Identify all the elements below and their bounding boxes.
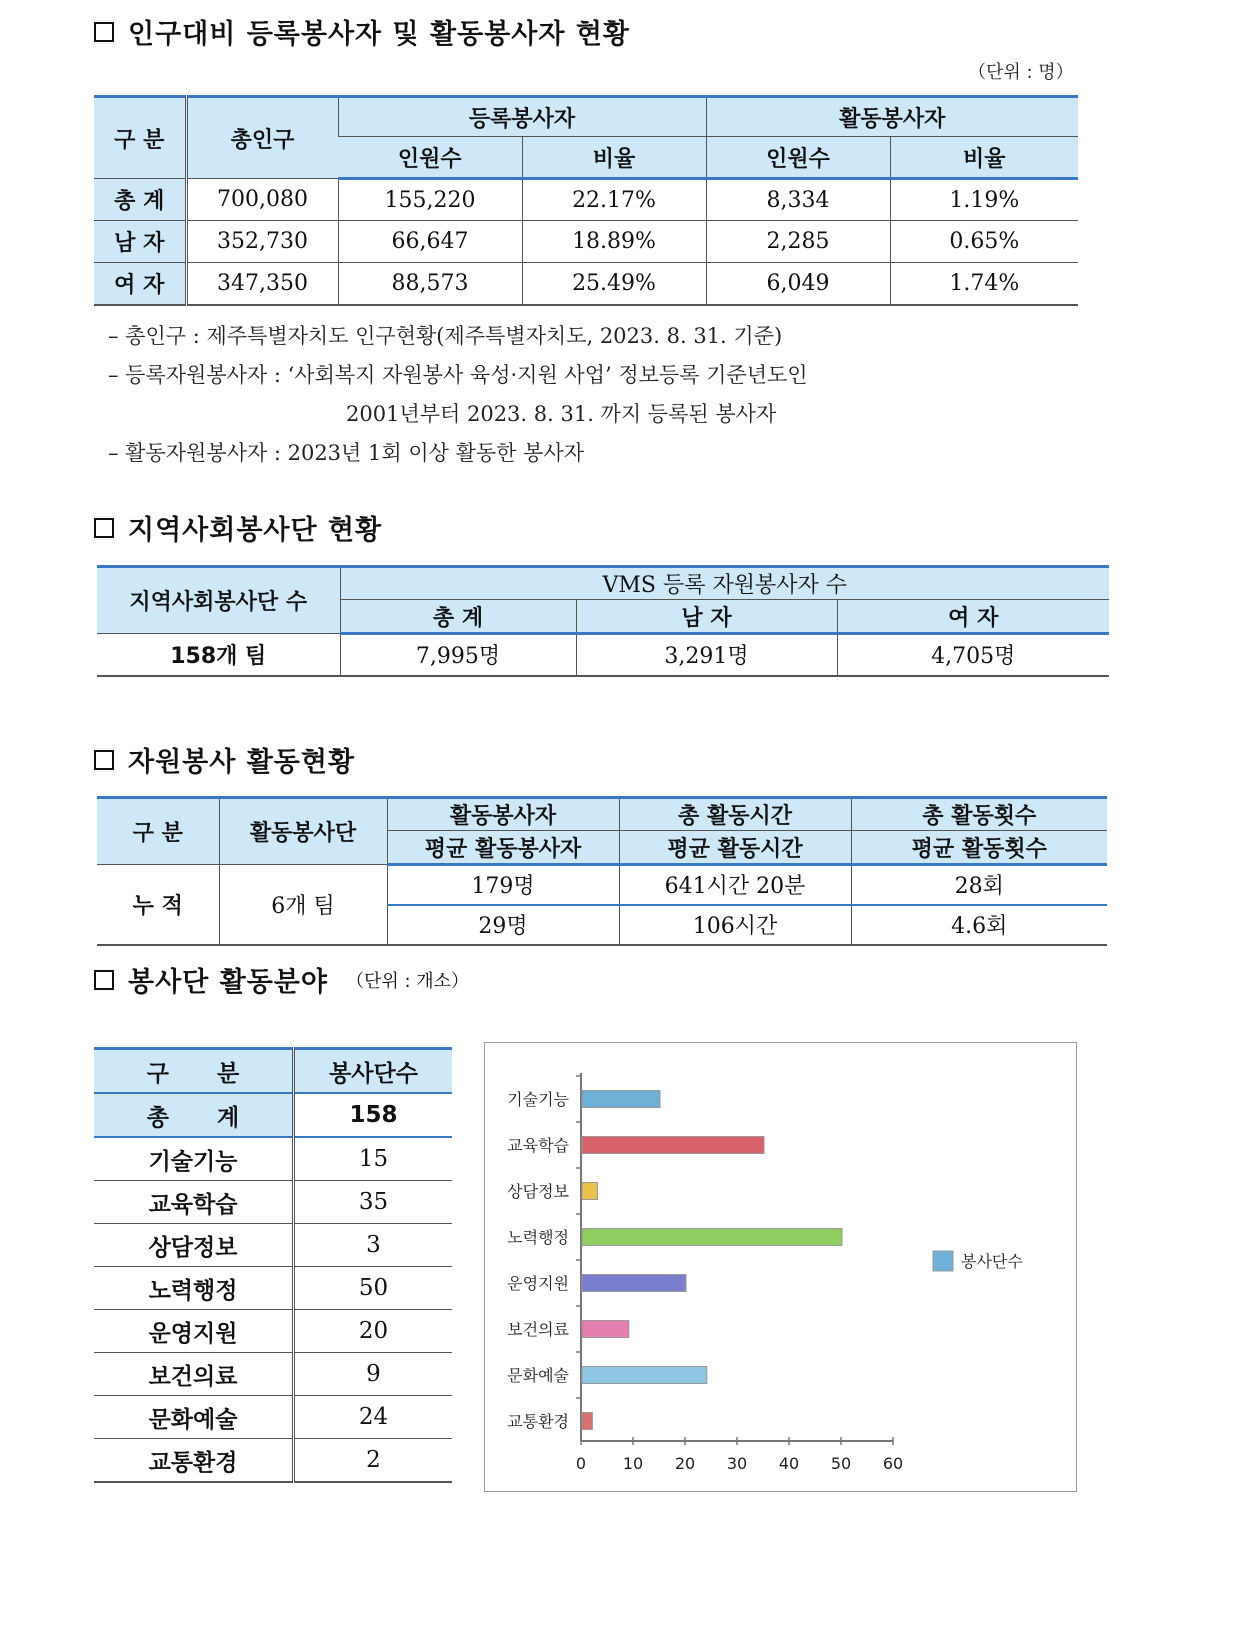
x-tick-label: 60 [882, 1454, 904, 1473]
category-label: 상담정보 [507, 1182, 569, 1201]
table-row [97, 634, 1109, 676]
footnote: – 총인구 : 제주특별자치도 인구현황(제주특별자치도, 2023. 8. 31. 기준) [108, 324, 783, 348]
section-title-text: 봉사단 활동분야 [128, 967, 328, 998]
cell-value: 24 [294, 1396, 453, 1439]
cell-male: 3,291명 [576, 634, 837, 676]
bar [582, 1137, 764, 1154]
row-label: 여 자 [94, 263, 186, 305]
cell-active-ratio: 0.65% [890, 221, 1078, 263]
cell-value: 9 [294, 1353, 453, 1396]
cell-hours: 641시간 20분 [619, 865, 851, 905]
x-tick-label: 10 [622, 1454, 644, 1473]
category-label: 문화예술 [507, 1366, 569, 1385]
cell-active-count: 8,334 [706, 179, 890, 221]
checkbox-icon [94, 22, 114, 42]
cell-female: 4,705명 [837, 634, 1109, 676]
table-row [94, 1353, 452, 1396]
header-hours: 총 활동시간 [619, 798, 851, 831]
table-row [94, 1267, 452, 1310]
bar [582, 1413, 592, 1430]
cell-total: 7,995명 [340, 634, 576, 676]
row-label: 누 적 [97, 865, 219, 945]
checkbox-icon [94, 518, 114, 538]
cell-value: 50 [294, 1267, 453, 1310]
header-avg-volunteers: 평균 활동봉사자 [387, 831, 619, 865]
cell-value: 15 [294, 1137, 453, 1181]
bar [582, 1183, 598, 1200]
header-avg-times: 평균 활동횟수 [851, 831, 1107, 865]
row-label-total: 총 계 [94, 1093, 294, 1137]
header-category: 구 분 [94, 1049, 294, 1094]
row-label: 문화예술 [94, 1396, 294, 1439]
header-groups: 활동봉사단 [219, 798, 387, 865]
activity-field-table [94, 1047, 452, 1483]
section-title-population [94, 12, 630, 51]
header-count: 봉사단수 [294, 1049, 453, 1094]
cell-active-count: 2,285 [706, 221, 890, 263]
x-tick-label: 50 [830, 1454, 852, 1473]
row-label: 운영지원 [94, 1310, 294, 1353]
table-row [94, 221, 1078, 263]
checkbox-icon [94, 750, 114, 770]
cell-registered-ratio: 25.49% [522, 263, 706, 305]
cell-registered-count: 66,647 [338, 221, 522, 263]
header-active: 활동봉사자 [706, 97, 1078, 137]
cell-value: 3 [294, 1224, 453, 1267]
header-category: 구 분 [97, 798, 219, 865]
cell-value: 2 [294, 1439, 453, 1483]
section-title-text: 지역사회봉사단 현황 [128, 515, 383, 546]
header-vms: VMS 등록 자원봉사자 수 [340, 567, 1109, 600]
unit-note: （단위 : 명） [968, 62, 1074, 83]
header-category: 구 분 [94, 97, 186, 179]
row-label: 교육학습 [94, 1181, 294, 1224]
footnote: 2001년부터 2023. 8. 31. 까지 등록된 봉사자 [346, 402, 777, 426]
category-label: 보건의료 [507, 1320, 569, 1339]
x-tick-label: 0 [575, 1454, 587, 1473]
cell-teams: 158개 팀 [97, 634, 340, 676]
category-label: 노력행정 [507, 1228, 569, 1247]
row-label: 남 자 [94, 221, 186, 263]
row-label: 노력행정 [94, 1267, 294, 1310]
bar [582, 1367, 707, 1384]
cell-avg-hours: 106시간 [619, 905, 851, 945]
bar-chart-svg [485, 1043, 1076, 1491]
cell-active-ratio: 1.19% [890, 179, 1078, 221]
row-label: 교통환경 [94, 1439, 294, 1483]
cell-registered-ratio: 18.89% [522, 221, 706, 263]
activity-status-table [97, 796, 1107, 946]
unit-note: （단위 : 개소） [345, 970, 470, 992]
cell-active-ratio: 1.74% [890, 263, 1078, 305]
table-row [94, 1439, 452, 1483]
table-row [94, 1224, 452, 1267]
header-active-ratio: 비율 [890, 137, 1078, 179]
cell-registered-ratio: 22.17% [522, 179, 706, 221]
category-label: 기술기능 [507, 1090, 569, 1109]
header-team-count: 지역사회봉사단 수 [97, 567, 340, 634]
header-registered: 등록봉사자 [338, 97, 706, 137]
table-row [94, 1310, 452, 1353]
table-row [94, 1181, 452, 1224]
bar-chart-frame [484, 1042, 1077, 1492]
section-title-community [94, 508, 382, 547]
legend-label: 봉사단수 [961, 1252, 1023, 1271]
header-times: 총 활동횟수 [851, 798, 1107, 831]
section-title-fields [94, 960, 469, 999]
x-tick-label: 20 [674, 1454, 696, 1473]
category-label: 운영지원 [507, 1274, 569, 1293]
category-label: 교통환경 [507, 1412, 569, 1431]
header-avg-hours: 평균 활동시간 [619, 831, 851, 865]
section-title-text: 인구대비 등록봉사자 및 활동봉사자 현황 [128, 19, 630, 50]
checkbox-icon [94, 970, 114, 990]
cell-active-count: 6,049 [706, 263, 890, 305]
cell-groups: 6개 팀 [219, 865, 387, 945]
row-label: 기술기능 [94, 1137, 294, 1181]
header-active-count: 인원수 [706, 137, 890, 179]
x-tick-label: 30 [726, 1454, 748, 1473]
population-volunteer-table [94, 95, 1078, 306]
legend-swatch [933, 1251, 953, 1271]
cell-population: 352,730 [186, 221, 338, 263]
bar [582, 1091, 660, 1108]
row-label: 보건의료 [94, 1353, 294, 1396]
header-total-population: 총인구 [186, 97, 338, 179]
cell-volunteers: 179명 [387, 865, 619, 905]
x-tick-label: 40 [778, 1454, 800, 1473]
cell-total: 158 [294, 1093, 453, 1137]
cell-times: 28회 [851, 865, 1107, 905]
header-total: 총 계 [340, 600, 576, 634]
cell-registered-count: 155,220 [338, 179, 522, 221]
header-registered-ratio: 비율 [522, 137, 706, 179]
footnote: – 등록자원봉사자 : ‘사회복지 자원봉사 육성·지원 사업’ 정보등록 기준년도인 [108, 363, 808, 387]
section-title-text: 자원봉사 활동현황 [128, 747, 356, 778]
cell-avg-volunteers: 29명 [387, 905, 619, 945]
cell-value: 20 [294, 1310, 453, 1353]
header-female: 여 자 [837, 600, 1109, 634]
footnotes [108, 317, 808, 473]
table-row [94, 179, 1078, 221]
cell-value: 35 [294, 1181, 453, 1224]
table-row [94, 1093, 452, 1137]
bar [582, 1321, 629, 1338]
cell-avg-times: 4.6회 [851, 905, 1107, 945]
category-label: 교육학습 [507, 1136, 569, 1155]
community-service-table [97, 565, 1109, 677]
table-row [97, 865, 1107, 905]
header-volunteers: 활동봉사자 [387, 798, 619, 831]
cell-population: 700,080 [186, 179, 338, 221]
table-row [94, 1396, 452, 1439]
section-title-activity [94, 740, 355, 779]
table-row [94, 263, 1078, 305]
row-label: 상담정보 [94, 1224, 294, 1267]
row-label: 총 계 [94, 179, 186, 221]
header-male: 남 자 [576, 600, 837, 634]
bar [582, 1275, 686, 1292]
table-row [94, 1137, 452, 1181]
footnote: – 활동자원봉사자 : 2023년 1회 이상 활동한 봉사자 [108, 441, 584, 465]
header-registered-count: 인원수 [338, 137, 522, 179]
bar [582, 1229, 842, 1246]
cell-registered-count: 88,573 [338, 263, 522, 305]
cell-population: 347,350 [186, 263, 338, 305]
